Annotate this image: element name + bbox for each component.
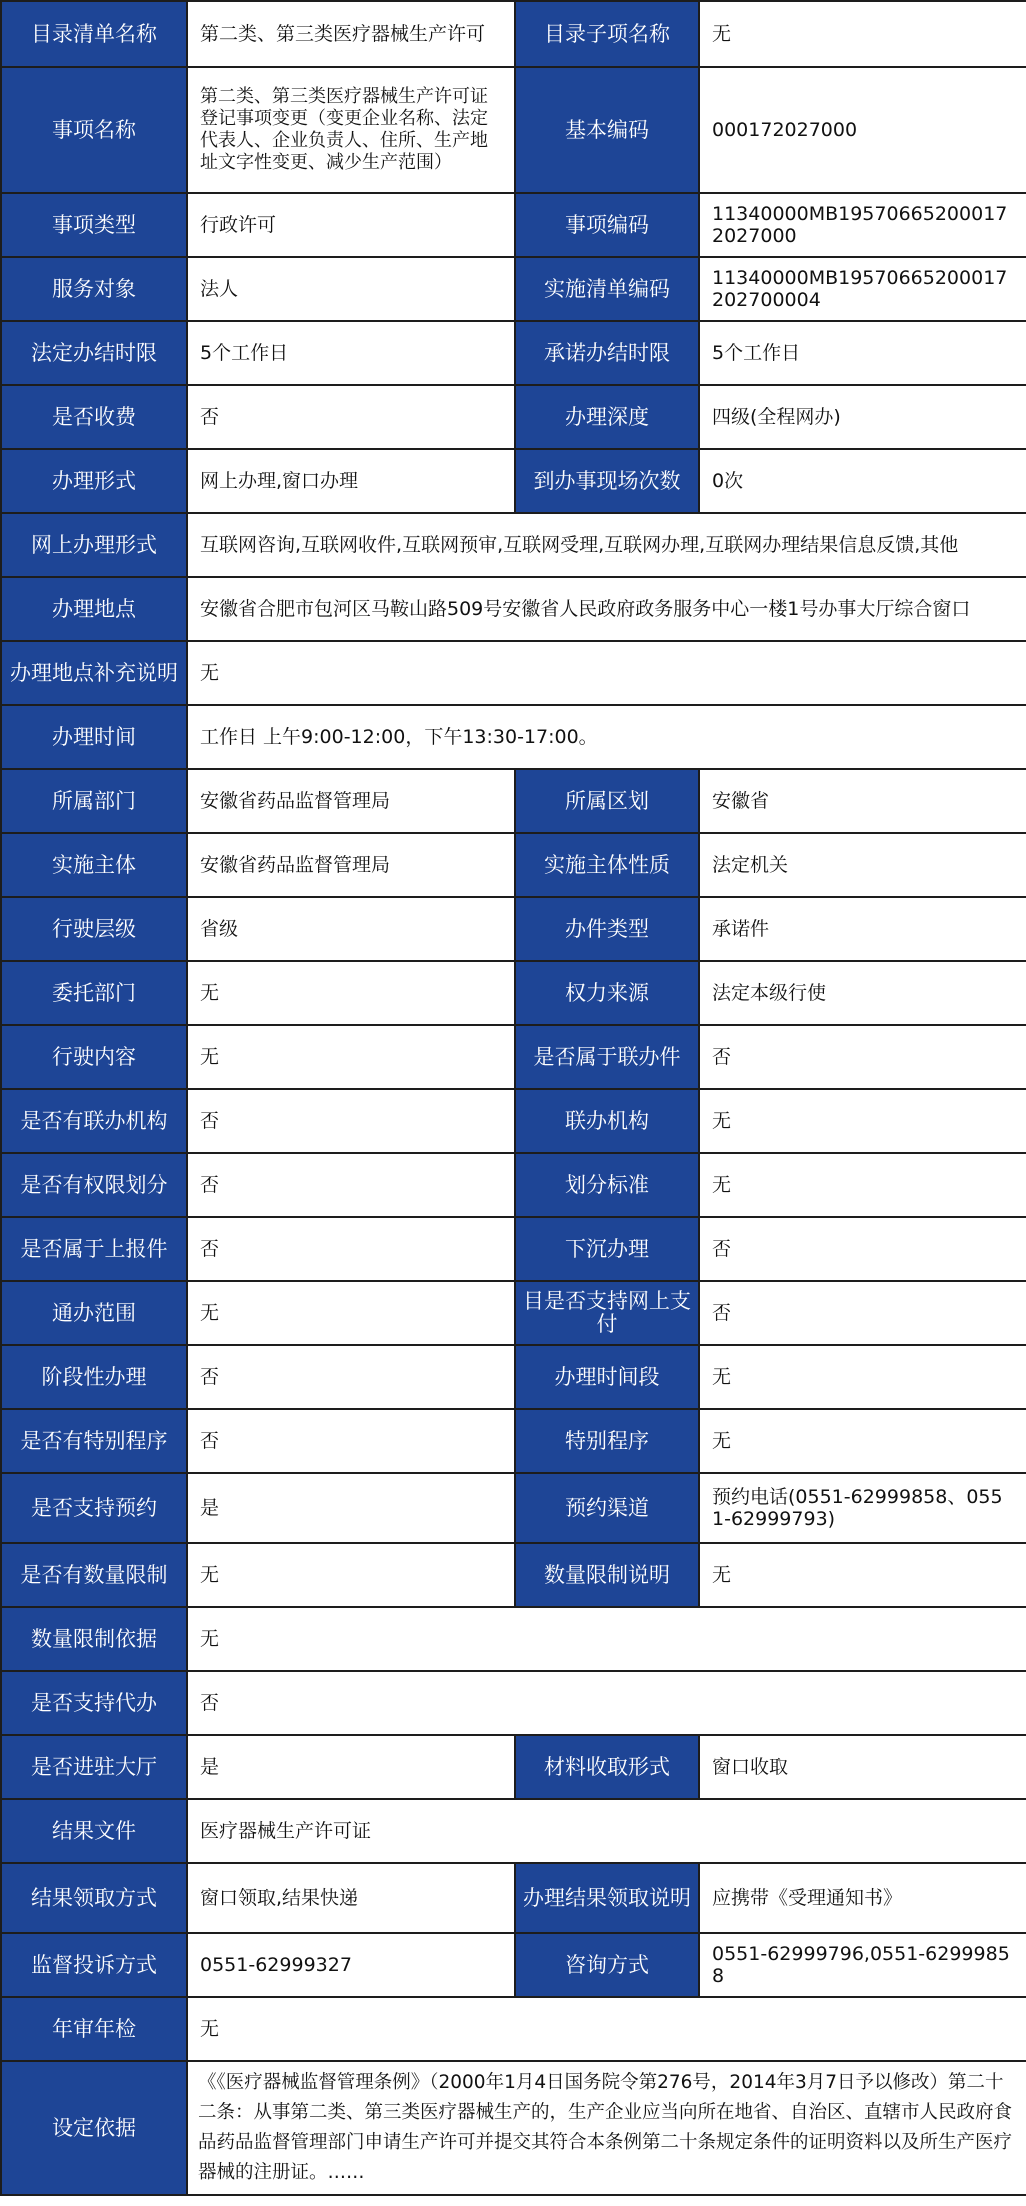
field-label: 是否支持预约 bbox=[1, 1473, 187, 1543]
table-row bbox=[1, 2061, 1026, 2195]
field-label: 目录清单名称 bbox=[1, 1, 187, 67]
field-value: 省级 bbox=[187, 897, 515, 961]
field-value: 《《医疗器械监督管理条例》（2000年1月4日国务院令第276号，2014年3月7日予以修改）第二十二条：从事第二类、第三类医疗器械生产的，生产企业应当向所在地省、自治区、直辖市人民政府食品药品监督管理部门申请生产许可并提交其符合本条例第二十条规定条件的证明资料以及所生产医疗器械的注册证。…… bbox=[187, 2061, 1026, 2195]
field-label: 是否属于上报件 bbox=[1, 1217, 187, 1281]
field-value: 无 bbox=[699, 1153, 1026, 1217]
field-value: 5个工作日 bbox=[699, 321, 1026, 385]
field-label: 办理地点补充说明 bbox=[1, 641, 187, 705]
field-value: 法定本级行使 bbox=[699, 961, 1026, 1025]
field-label: 办件类型 bbox=[515, 897, 699, 961]
field-label: 所属部门 bbox=[1, 769, 187, 833]
table-row bbox=[1, 1089, 1026, 1153]
field-label: 办理形式 bbox=[1, 449, 187, 513]
field-value: 无 bbox=[187, 1281, 515, 1345]
field-value: 否 bbox=[187, 1217, 515, 1281]
table-row bbox=[1, 1281, 1026, 1345]
field-label: 是否有数量限制 bbox=[1, 1543, 187, 1607]
table-row bbox=[1, 321, 1026, 385]
field-value: 否 bbox=[699, 1025, 1026, 1089]
field-value: 否 bbox=[187, 1153, 515, 1217]
field-value: 0次 bbox=[699, 449, 1026, 513]
field-label: 是否收费 bbox=[1, 385, 187, 449]
table-row bbox=[1, 1863, 1026, 1933]
field-label: 数量限制说明 bbox=[515, 1543, 699, 1607]
field-value: 无 bbox=[699, 1345, 1026, 1409]
field-label: 监督投诉方式 bbox=[1, 1933, 187, 1997]
field-value: 安徽省合肥市包河区马鞍山路509号安徽省人民政府政务服务中心一楼1号办事大厅综合窗口 bbox=[187, 577, 1026, 641]
field-label: 是否有权限划分 bbox=[1, 1153, 187, 1217]
field-value: 0551-62999796,0551-62999858 bbox=[699, 1933, 1026, 1997]
field-value: 无 bbox=[187, 641, 1026, 705]
field-label: 基本编码 bbox=[515, 67, 699, 193]
field-label: 设定依据 bbox=[1, 2061, 187, 2195]
field-label: 所属区划 bbox=[515, 769, 699, 833]
field-label: 年审年检 bbox=[1, 1997, 187, 2061]
field-label: 目是否支持网上支付 bbox=[515, 1281, 699, 1345]
field-label: 行驶层级 bbox=[1, 897, 187, 961]
field-value: 行政许可 bbox=[187, 193, 515, 257]
field-label: 是否有特别程序 bbox=[1, 1409, 187, 1473]
table-row bbox=[1, 67, 1026, 193]
field-value: 000172027000 bbox=[699, 67, 1026, 193]
field-value: 应携带《受理通知书》 bbox=[699, 1863, 1026, 1933]
field-label: 数量限制依据 bbox=[1, 1607, 187, 1671]
field-value: 第二类、第三类医疗器械生产许可 bbox=[187, 1, 515, 67]
field-label: 实施主体 bbox=[1, 833, 187, 897]
table-row bbox=[1, 1345, 1026, 1409]
field-value: 无 bbox=[187, 1543, 515, 1607]
field-value: 无 bbox=[187, 1997, 1026, 2061]
field-label: 办理时间段 bbox=[515, 1345, 699, 1409]
table-row bbox=[1, 833, 1026, 897]
field-value: 网上办理,窗口办理 bbox=[187, 449, 515, 513]
field-label: 预约渠道 bbox=[515, 1473, 699, 1543]
field-label: 行驶内容 bbox=[1, 1025, 187, 1089]
field-value: 互联网咨询,互联网收件,互联网预审,互联网受理,互联网办理,互联网办理结果信息反馈,其他 bbox=[187, 513, 1026, 577]
table-row bbox=[1, 1543, 1026, 1607]
field-value: 否 bbox=[187, 1089, 515, 1153]
field-label: 结果文件 bbox=[1, 1799, 187, 1863]
field-value: 法定机关 bbox=[699, 833, 1026, 897]
field-value: 5个工作日 bbox=[187, 321, 515, 385]
table-row bbox=[1, 449, 1026, 513]
field-label: 是否有联办机构 bbox=[1, 1089, 187, 1153]
field-label: 是否属于联办件 bbox=[515, 1025, 699, 1089]
table-row bbox=[1, 577, 1026, 641]
field-label: 承诺办结时限 bbox=[515, 321, 699, 385]
table-row bbox=[1, 961, 1026, 1025]
field-value: 无 bbox=[699, 1543, 1026, 1607]
field-value: 第二类、第三类医疗器械生产许可证登记事项变更（变更企业名称、法定代表人、企业负责人、住所、生产地址文字性变更、减少生产范围） bbox=[187, 67, 515, 193]
table-row bbox=[1, 1217, 1026, 1281]
field-label: 办理深度 bbox=[515, 385, 699, 449]
field-label: 事项名称 bbox=[1, 67, 187, 193]
field-value: 无 bbox=[699, 1409, 1026, 1473]
field-value: 无 bbox=[187, 961, 515, 1025]
table-row bbox=[1, 385, 1026, 449]
table-row bbox=[1, 257, 1026, 321]
field-label: 咨询方式 bbox=[515, 1933, 699, 1997]
table-row bbox=[1, 513, 1026, 577]
table-row bbox=[1, 1, 1026, 67]
field-value: 否 bbox=[187, 1345, 515, 1409]
field-label: 下沉办理 bbox=[515, 1217, 699, 1281]
field-value: 11340000MB19570665200017202700004 bbox=[699, 257, 1026, 321]
table-row bbox=[1, 1671, 1026, 1735]
field-value: 否 bbox=[187, 1409, 515, 1473]
field-value: 预约电话(0551-62999858、0551-62999793) bbox=[699, 1473, 1026, 1543]
field-value: 窗口领取,结果快递 bbox=[187, 1863, 515, 1933]
field-value: 无 bbox=[699, 1089, 1026, 1153]
field-value: 是 bbox=[187, 1473, 515, 1543]
field-value: 否 bbox=[187, 385, 515, 449]
field-value: 安徽省 bbox=[699, 769, 1026, 833]
field-label: 联办机构 bbox=[515, 1089, 699, 1153]
field-value: 否 bbox=[699, 1217, 1026, 1281]
table-row bbox=[1, 1473, 1026, 1543]
field-value: 承诺件 bbox=[699, 897, 1026, 961]
table-row bbox=[1, 641, 1026, 705]
field-label: 事项类型 bbox=[1, 193, 187, 257]
field-value: 窗口收取 bbox=[699, 1735, 1026, 1799]
field-label: 是否进驻大厅 bbox=[1, 1735, 187, 1799]
field-value: 11340000MB195706652000172027000 bbox=[699, 193, 1026, 257]
field-value: 四级(全程网办) bbox=[699, 385, 1026, 449]
table-row bbox=[1, 193, 1026, 257]
field-label: 特别程序 bbox=[515, 1409, 699, 1473]
field-value: 安徽省药品监督管理局 bbox=[187, 769, 515, 833]
field-value: 工作日 上午9:00-12:00，下午13:30-17:00。 bbox=[187, 705, 1026, 769]
table-row bbox=[1, 1409, 1026, 1473]
field-label: 权力来源 bbox=[515, 961, 699, 1025]
field-label: 是否支持代办 bbox=[1, 1671, 187, 1735]
field-value: 是 bbox=[187, 1735, 515, 1799]
table-row bbox=[1, 769, 1026, 833]
field-label: 办理时间 bbox=[1, 705, 187, 769]
table-row bbox=[1, 1997, 1026, 2061]
field-value: 否 bbox=[187, 1671, 1026, 1735]
field-label: 法定办结时限 bbox=[1, 321, 187, 385]
field-value: 无 bbox=[187, 1025, 515, 1089]
field-label: 委托部门 bbox=[1, 961, 187, 1025]
field-label: 划分标准 bbox=[515, 1153, 699, 1217]
field-value: 0551-62999327 bbox=[187, 1933, 515, 1997]
field-label: 实施清单编码 bbox=[515, 257, 699, 321]
field-label: 事项编码 bbox=[515, 193, 699, 257]
table-row bbox=[1, 897, 1026, 961]
field-label: 结果领取方式 bbox=[1, 1863, 187, 1933]
table-row bbox=[1, 1799, 1026, 1863]
field-label: 办理结果领取说明 bbox=[515, 1863, 699, 1933]
field-label: 目录子项名称 bbox=[515, 1, 699, 67]
field-label: 服务对象 bbox=[1, 257, 187, 321]
field-label: 材料收取形式 bbox=[515, 1735, 699, 1799]
field-value: 否 bbox=[699, 1281, 1026, 1345]
table-row bbox=[1, 705, 1026, 769]
field-label: 实施主体性质 bbox=[515, 833, 699, 897]
field-label: 通办范围 bbox=[1, 1281, 187, 1345]
table-row bbox=[1, 1735, 1026, 1799]
field-value: 无 bbox=[187, 1607, 1026, 1671]
table-row bbox=[1, 1607, 1026, 1671]
table-row bbox=[1, 1025, 1026, 1089]
field-value: 法人 bbox=[187, 257, 515, 321]
field-value: 医疗器械生产许可证 bbox=[187, 1799, 1026, 1863]
field-label: 阶段性办理 bbox=[1, 1345, 187, 1409]
field-label: 办理地点 bbox=[1, 577, 187, 641]
field-label: 到办事现场次数 bbox=[515, 449, 699, 513]
field-value: 无 bbox=[699, 1, 1026, 67]
field-value: 安徽省药品监督管理局 bbox=[187, 833, 515, 897]
field-label: 网上办理形式 bbox=[1, 513, 187, 577]
table-row bbox=[1, 1153, 1026, 1217]
table-row bbox=[1, 1933, 1026, 1997]
